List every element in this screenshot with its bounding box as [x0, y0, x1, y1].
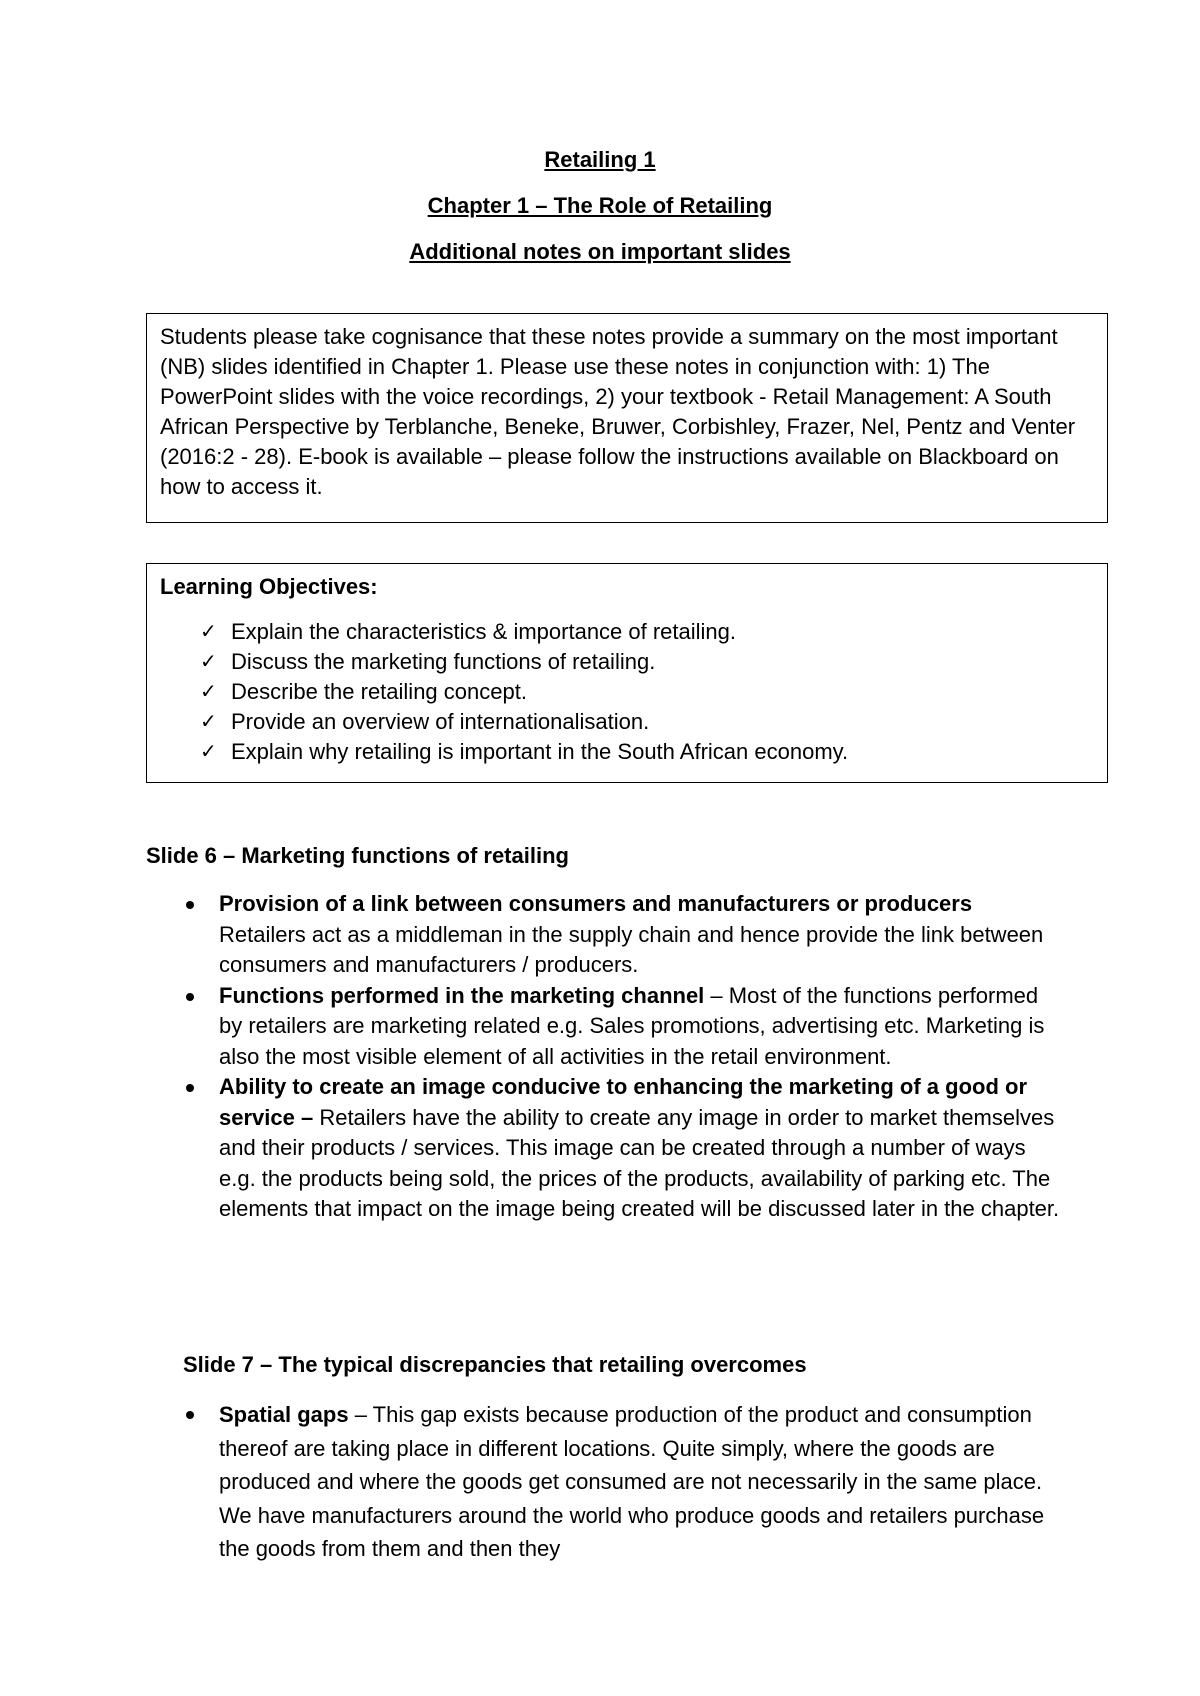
- check-icon: ✓: [200, 621, 217, 643]
- objective-text: Explain why retailing is important in the South African economy.: [231, 739, 849, 764]
- learning-objectives-title: Learning Objectives:: [160, 574, 378, 599]
- objective-text: Explain the characteristics & importance of retailing.: [231, 619, 737, 644]
- slide7-bullet-list: [183, 1398, 1063, 1566]
- bullet-icon: [186, 1411, 194, 1419]
- bullet-icon: [186, 993, 194, 1001]
- check-icon: ✓: [200, 681, 217, 703]
- check-icon: ✓: [200, 711, 217, 733]
- list-item: [183, 1398, 1063, 1566]
- intro-notice-box: [146, 313, 1108, 523]
- bullet-term: Provision of a link between consumers and manufacturers or producers: [219, 891, 973, 916]
- objective-text: Discuss the marketing functions of retailing.: [231, 649, 656, 674]
- slide7-heading: Slide 7 – The typical discrepancies that retailing overcomes: [183, 1352, 807, 1377]
- objective-text: Describe the retailing concept.: [231, 679, 527, 704]
- bullet-term: Functions performed in the marketing channel: [219, 982, 705, 1008]
- bullet-icon: [186, 1084, 194, 1092]
- chapter-title: Chapter 1 – The Role of Retailing: [427, 193, 773, 218]
- bullet-icon: [186, 901, 194, 909]
- list-item: [183, 889, 1063, 981]
- bullet-text: Retailers have the ability to create any image in order to market themselves and their products / services. This image can be created through a number of ways e.g. the products being sold, the prices of the products, availability of parking etc. The elements that impact on the image being created will be discussed later in the chapter.: [219, 1104, 1060, 1221]
- check-icon: ✓: [200, 651, 217, 673]
- check-icon: ✓: [200, 741, 217, 763]
- objective-item: [160, 677, 1095, 707]
- slide6-heading: Slide 6 – Marketing functions of retailing: [146, 843, 569, 868]
- bullet-text: – This gap exists because production of the product and consumption thereof are taking place in different locations. Quite simply, where the goods are produced and where the goods get consumed are not necessarily in the same place. We have manufacturers around the world who produce goods and retailers purchase the goods from them and then they: [219, 1402, 1045, 1561]
- objective-item: [160, 707, 1095, 737]
- slide6-bullet-list: [183, 889, 1063, 1225]
- intro-notice-text: Students please take cognisance that these notes provide a summary on the most important (NB) slides identified in Chapter 1. Please use these notes in conjunction with: 1) The PowerPoint slides with the voice recordings, 2) your textbook - Retail Management: A South African Perspective by Terblanche, Beneke, Bruwer, Corbishley, Frazer, Nel, Pentz and Venter (2016:2 - 28). E-book is available – please follow the instructions available on Blackboard on how to access it.: [160, 324, 1076, 499]
- objective-item: [160, 647, 1095, 677]
- objective-item: [160, 617, 1095, 647]
- list-item: [183, 981, 1063, 1073]
- objective-item: [160, 737, 1095, 767]
- bullet-term: Spatial gaps: [219, 1402, 349, 1427]
- bullet-text: Retailers act as a middleman in the supply chain and hence provide the link between consumers and manufacturers / producers.: [219, 921, 1044, 977]
- document-title: Retailing 1: [544, 147, 656, 172]
- bullet-text: – Most of the functions performed by retailers are marketing related e.g. Sales promotions, advertising etc. Marketing is also the most visible element of all activities in the retail environment.: [219, 982, 1045, 1069]
- document-subtitle: Additional notes on important slides: [409, 239, 791, 264]
- learning-objectives-box: [146, 563, 1108, 783]
- bullet-term: Ability to create an image conducive to enhancing the marketing of a good or service –: [219, 1074, 1028, 1130]
- learning-objectives-list: [160, 617, 1095, 767]
- objective-text: Provide an overview of internationalisation.: [231, 709, 650, 734]
- list-item: [183, 1072, 1063, 1225]
